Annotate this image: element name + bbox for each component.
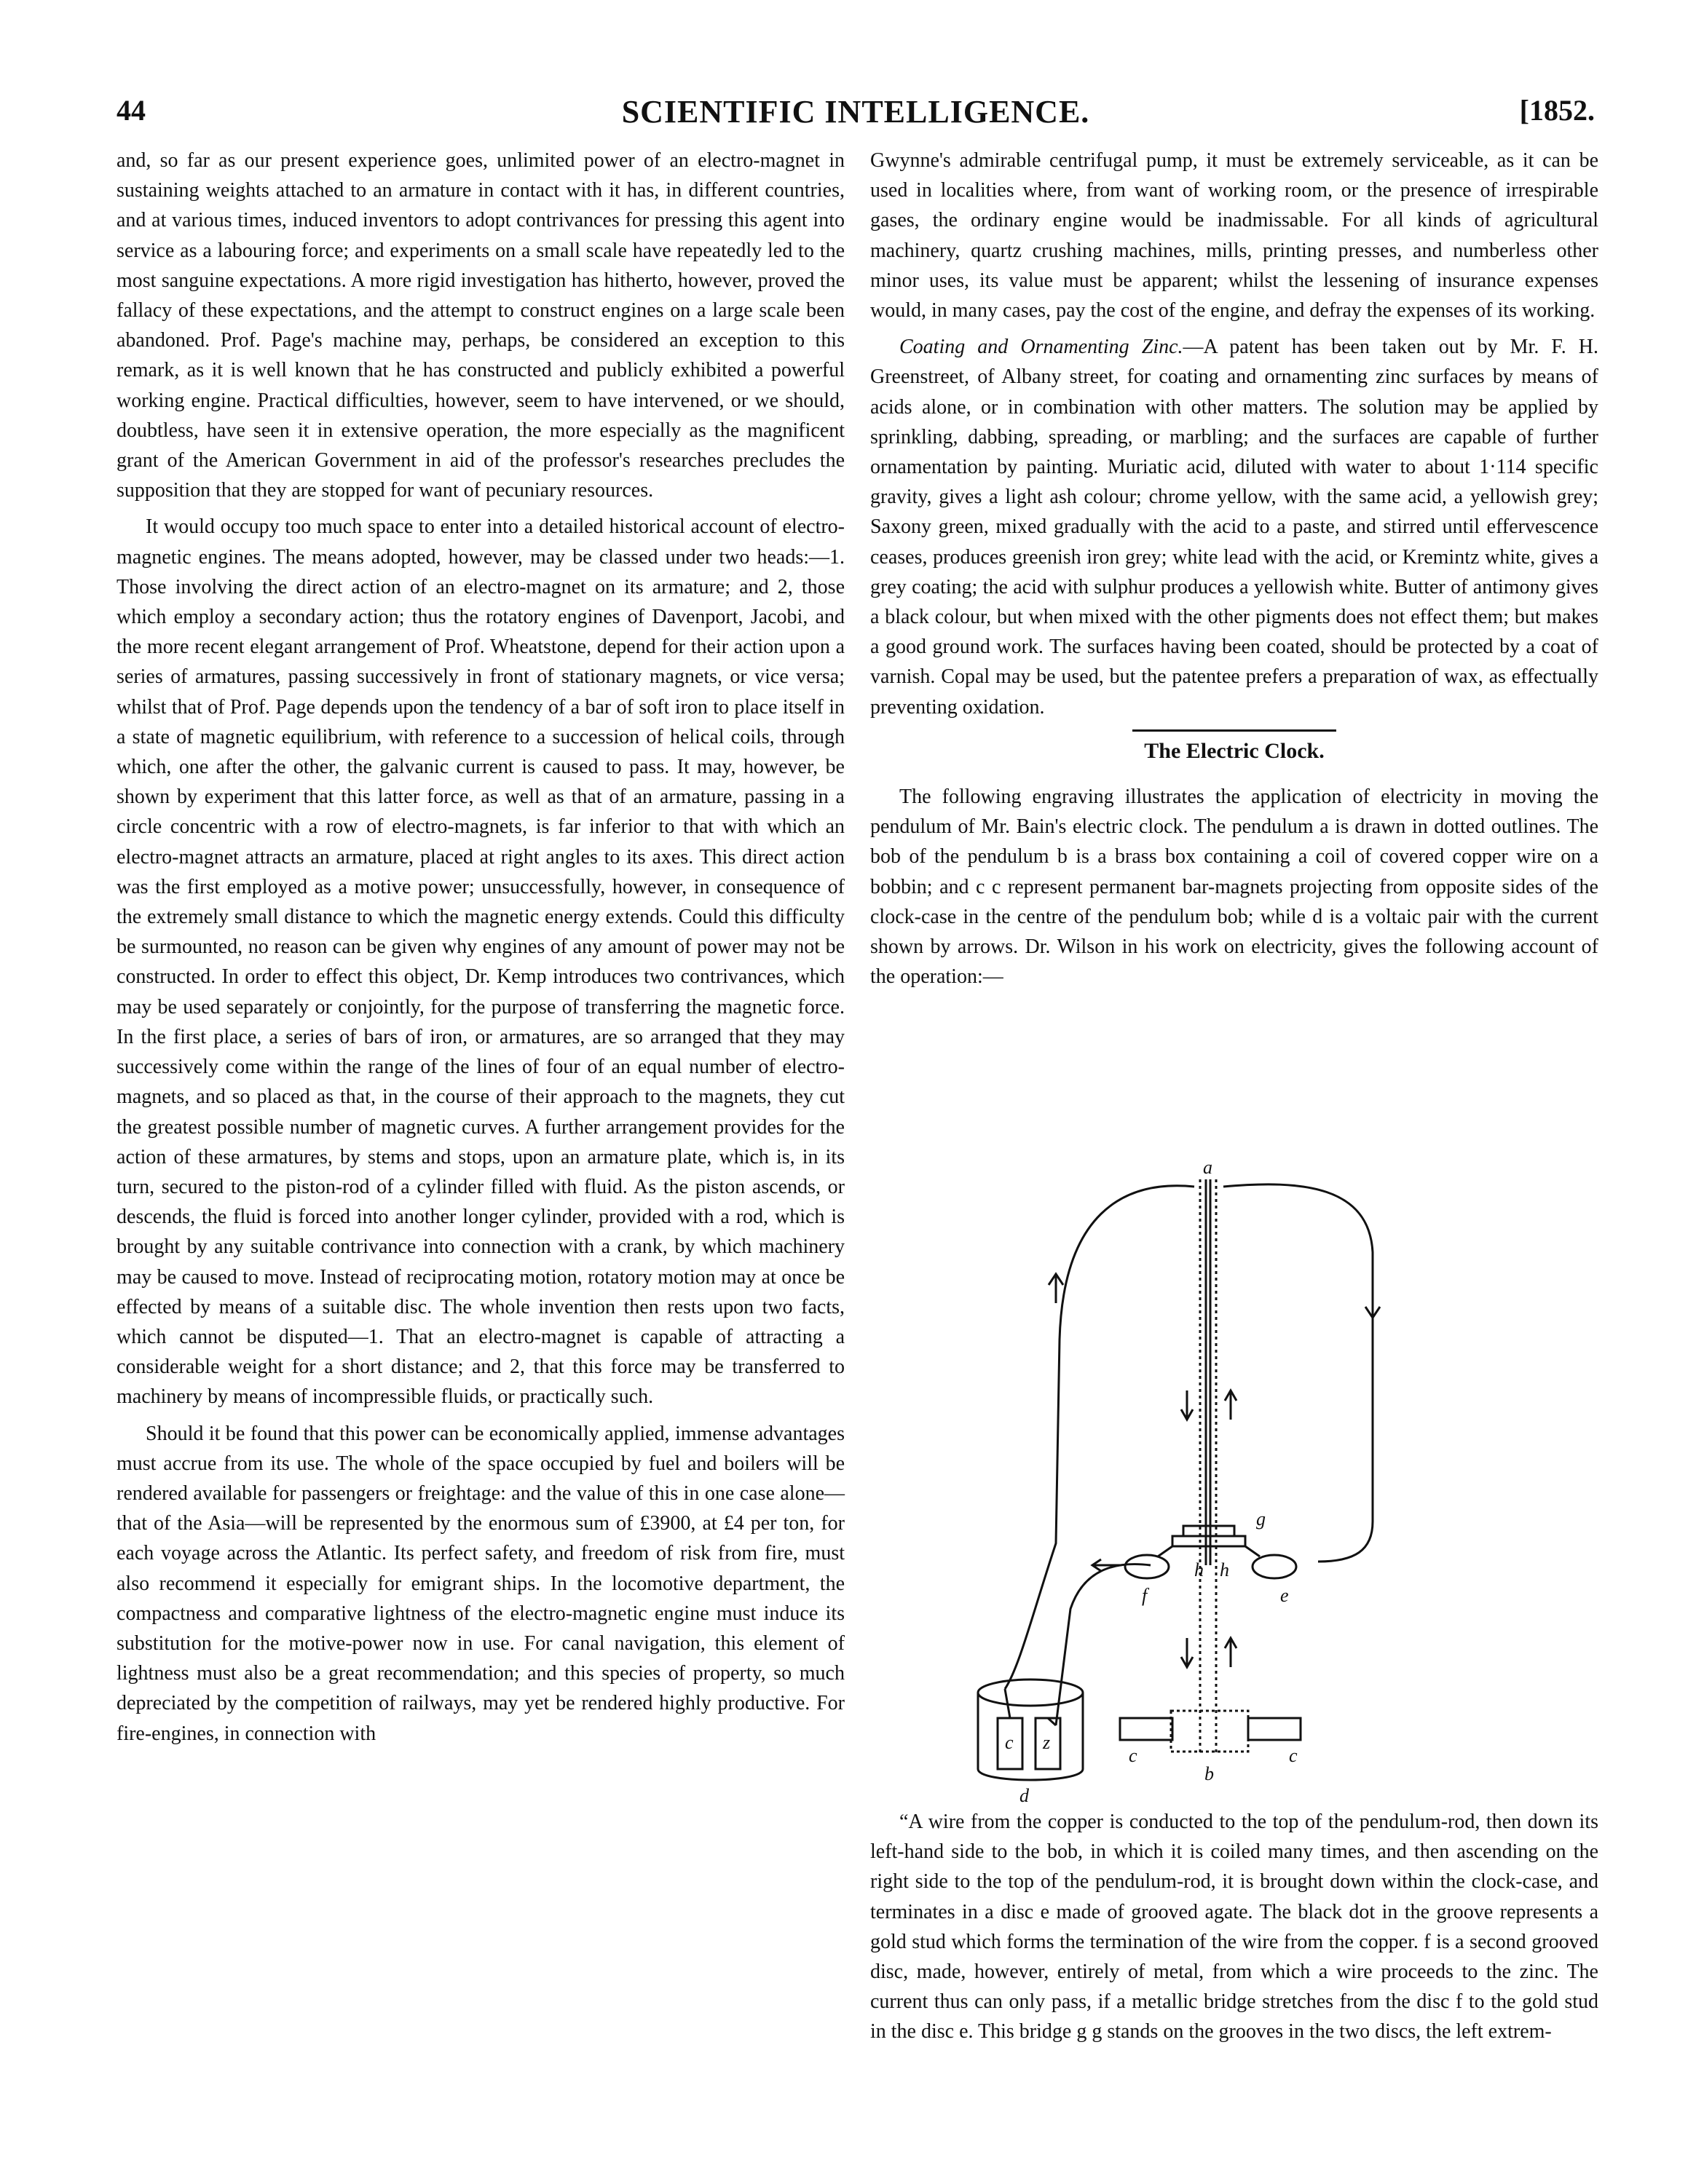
running-title: SCIENTIFIC INTELLIGENCE. — [621, 94, 1090, 130]
label-d: d — [1019, 1785, 1029, 1805]
paragraph-lead-in: Coating and Ornamenting Zinc. — [899, 336, 1183, 359]
arrow-down-rod — [1181, 1390, 1193, 1420]
paragraph — [870, 332, 1598, 722]
paragraph-body: —A patent has been taken out by Mr. F. H. Greenstreet, of Albany street, for coating and ornamenting zinc surfaces by means of acids alone, or in combination with other matters. The solution may be applied by sprinkling, dabbing, spreading, or marbling; and the surfaces are capable of further ornamentation by painting. Muriatic acid, diluted with water to about 1·114 specific gravity, gives a light ash colour; chrome yellow, with the same acid, a yellowish grey; Saxony green, mixed gradually with the acid to a paste, and stirred until effervescence ceases, produces greenish iron grey; white lead with the acid, or Kremintz white, gives a grey coating; the acid with sulphur produces a yellowish white. Butter of antimony gives a black colour, but when mixed with the other pigments does not effect them; but makes a good ground work. The surfaces having been coated, should be protected by a coat of varnish. Copal may be used, but the patentee prefers a preparation of wax, as effectually preventing oxidation. — [870, 336, 1598, 719]
label-h1: h — [1194, 1559, 1204, 1580]
label-a: a — [1203, 1158, 1212, 1178]
paragraph: “A wire from the copper is conducted to the top of the pendulum-rod, then down its left-hand side to the bob, in which it is coiled many times, and then ascending on the right side to the top of the pendulum-rod, it is brought down within the clock-case, and terminates in a disc e made of grooved agate. The black dot in the groove represents a gold stud which forms the termination of the wire from the copper. f is a second grooved disc, made, however, entirely of metal, from which a wire proceeds to the zinc. The current thus can only pass, if a metallic bridge stretches from the disc f to the gold stud in the disc e. This bridge g g stands on the grooves in the two discs, the left extrem- — [870, 1811, 1598, 2043]
label-c-left: c — [1129, 1745, 1137, 1766]
label-cell-z: z — [1043, 1732, 1051, 1753]
paragraph: It would occupy too much space to enter into a detailed historical account of electro-magnetic engines. The means adopted, however, may be classed under two heads:—1. Those involving the direct action of an electro-magnet on its armature; and 2, those which employ a secondary action; thus the rotatory engines of Davenport, Jacobi, and the more recent elegant arrangement of Prof. Wheatstone, depend for their action upon a series of armatures, passing successively in front of stationary magnets, or vice versa; whilst that of Prof. Page depends upon the tendency of a bar of soft iron to place itself in a state of magnetic equilibrium, with reference to a succession of helical coils, through which, one after the other, the galvanic current is caused to pass. It may, however, be shown by experiment that this latter force, as well as that of an armature, passing in a circle concentric with a row of electro-magnets, is far inferior to that with which an electro-magnet attracts an armature, placed at right angles to its axes. This direct action was the first employed as a motive power; unsuccessfully, however, in consequence of the extremely small distance to which the magnetic energy extends. Could this difficulty be surmounted, no reason can be given why engines of any amount of power may not be constructed. In order to effect this object, Dr. Kemp introduces two contrivances, which may be used separately or conjointly, for the purpose of transferring the magnetic force. In the first place, a series of bars of iron, or armatures, are so arranged that they may successively come within the range of the lines of four of an equal number of electro-magnets, and so placed as that, in the course of their approach to the magnets, they cut the greatest possible number of magnetic curves. A further arrangement provides for the action of these armatures, by stems and stops, upon an armature plate, which is, in its turn, secured to the piston-rod of a cylinder filled with fluid. As the piston ascends, or descends, the fluid is forced into another longer cylinder, provided with a rod, which is brought by any suitable contrivance into connection with a crank, by which machinery may be caused to move. Instead of reciprocating motion, rotatory motion may at once be effected by means of a suitable disc. The whole invention then rests upon two facts, which cannot be disputed—1. That an electro-magnet is capable of attracting a considerable weight for a short distance; and 2, that this force may be transferred to machinery by means of incompressible fluids, or practically such. — [117, 515, 845, 1409]
label-b: b — [1204, 1763, 1214, 1784]
arrow-down — [1365, 1289, 1380, 1318]
arrow-up — [1049, 1274, 1063, 1303]
paragraph: The following engraving illustrates the application of electricity in moving the pendulum of Mr. Bain's electric clock. The pendulum a is drawn in dotted outlines. The bob of the pendulum b is a brass box containing a coil of covered copper wire on a bobbin; and c c represent permanent bar-magnets projecting from opposite sides of the clock-case in the centre of the pendulum bob; while d is a voltaic pair with the current shown by arrows. Dr. Wilson in his work on electricity, gives the following account of the operation:— — [870, 786, 1598, 989]
bridge-g — [1172, 1536, 1245, 1546]
page-header — [117, 93, 1595, 137]
electric-clock-figure — [976, 1158, 1486, 1805]
arrow-down-lower — [1181, 1638, 1193, 1667]
disc-e — [1253, 1555, 1296, 1578]
cell-rim — [978, 1679, 1083, 1706]
label-e: e — [1280, 1585, 1289, 1606]
paragraph: and, so far as our present experience goes, unlimited power of an electro-magnet in sustaining weights attached to an armature in contact with it has, in different countries, and at various times, induced inventors to adopt contrivances for pressing this agent into service as a labouring force; and experiments on a small scale have repeatedly led to the most sanguine expectations. A more rigid investigation has hitherto, however, proved the fallacy of these expectations, and the attempt to construct engines on a large scale been abandoned. Prof. Page's machine may, perhaps, be considered an exception to this remark, as it is well known that he has constructed and publicly exhibited a powerful working engine. Practical difficulties, however, seem to have intervened, or we should, doubtless, have seen it in extensive operation, the more especially as the magnificent grant of the American Government in aid of the professor's researches precludes the supposition that they are stopped for want of pecuniary resources. — [117, 149, 845, 502]
wire-right-loop — [1223, 1184, 1373, 1562]
arrow-up-rod — [1225, 1390, 1236, 1420]
label-c-right: c — [1289, 1745, 1298, 1766]
plate-leads — [1005, 1689, 1056, 1725]
disc-f — [1125, 1555, 1169, 1578]
label-f: f — [1142, 1585, 1148, 1606]
paragraph: Gwynne's admirable centrifugal pump, it must be extremely serviceable, as it can be used in localities where, from want of working room, or the presence of irrespirable gases, the ordinary engine would be inadmissable. For all kinds of agricultural machinery, quartz crushing machines, mills, printing presses, and numberless other minor uses, its value must be apparent; whilst the lessening of insurance expenses would, in many cases, pay the cost of the engine, and defray the expenses of its working. — [870, 149, 1598, 323]
bridge-arms — [1158, 1546, 1260, 1556]
section-title — [870, 729, 1598, 766]
paragraph: Should it be found that this power can be economically applied, immense advantages must accrue from its use. The whole of the space occupied by fuel and boilers will be rendered available for passengers or freightage: and the value of this in one case alone—that of the Asia—will be represented by the enormous sum of £3900, at £4 per ton, for each voyage across the Atlantic. Its perfect safety, and freedom of risk from fire, must also recommend it especially for emigrant ships. In the locomotive department, the compactness and comparative lightness of the electro-magnetic engine must induce its substitution for the motive-power now in use. For canal navigation, this element of lightness must also be a great recommendation; and this species of property, so much depreciated by the competition of railways, may yet be rendered highly productive. For fire-engines, in connection with — [117, 1422, 845, 1745]
bridge-top — [1183, 1526, 1234, 1536]
right-column — [870, 146, 1598, 998]
magnet-right — [1248, 1718, 1301, 1740]
label-cell-c: c — [1005, 1732, 1014, 1753]
label-g: g — [1256, 1508, 1266, 1530]
right-column-lower — [870, 1807, 1598, 2054]
electric-clock-diagram — [976, 1158, 1486, 1805]
left-column — [117, 146, 845, 1755]
pendulum-bob — [1171, 1711, 1248, 1752]
label-h2: h — [1220, 1559, 1229, 1580]
arrow-up-lower — [1225, 1638, 1236, 1667]
page-number: 44 — [117, 94, 146, 127]
wire-left-loop — [1005, 1186, 1194, 1689]
magnet-left — [1120, 1718, 1172, 1740]
year: [1852. — [1519, 94, 1595, 127]
section-title-text: The Electric Clock. — [1132, 729, 1336, 766]
